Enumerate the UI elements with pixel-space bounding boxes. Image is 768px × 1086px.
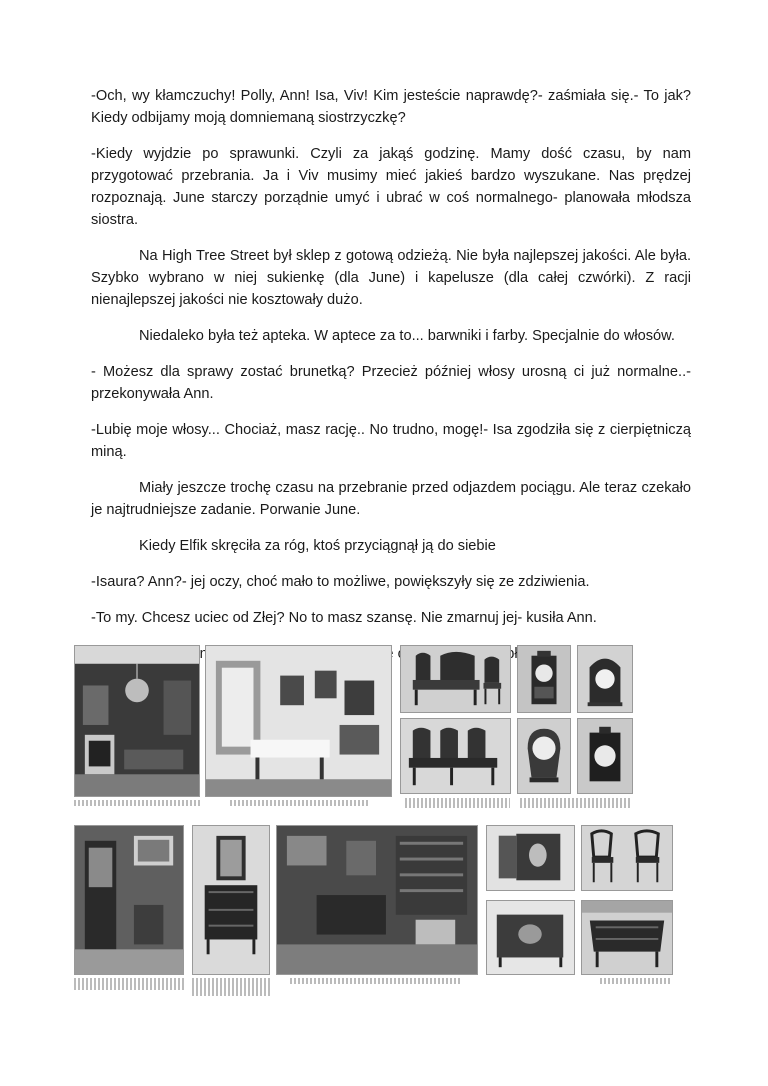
photo-drawing-room-chandelier bbox=[74, 645, 200, 797]
paragraph: Na High Tree Street był sklep z gotową odzieżą. Nie była najlepszej jakości. Ale była. Szybko wybrano w niej sukienkę (dla June) i kapelusze (dla całej czwórki). Z racji nienajlepszej jakości nie kosztowały dużo. bbox=[91, 248, 691, 308]
photo-settee-chair bbox=[400, 645, 511, 713]
paragraph: Kiedy Elfik skręciła za róg, ktoś przyciągnął ją do siebie bbox=[139, 538, 496, 554]
paragraph: Miały jeszcze trochę czasu na przebranie przed odjazdem pociągu. Ale teraz czekało je najtrudniejsze zadanie. Porwanie June. bbox=[91, 480, 691, 518]
paragraph: -Kiedy wyjdzie po sprawunki. Czyli za jakąś godzinę. Mamy dość czasu, by nam przygotować przebrania. Ja i Viv musimy mieć jakieś bardzo wyszukane. Nas prędzej rozpoznają. June starczy porządnie umyć i ubrać w coś normalnego- planowała młodsza siostra. bbox=[91, 146, 691, 228]
caption-text bbox=[405, 798, 510, 808]
photo-interior-corner-cabinet bbox=[74, 825, 184, 975]
paragraph: -Isaura? Ann?- jej oczy, choć mało to możliwe, powiększyły się ze zdziwienia. bbox=[91, 574, 590, 590]
photo-cabinet-open-door bbox=[486, 825, 575, 891]
photo-sideboard bbox=[581, 900, 673, 975]
photo-bracket-clock-arched bbox=[577, 645, 633, 713]
photo-dining-room bbox=[205, 645, 392, 797]
photo-clock-dark-case bbox=[577, 718, 633, 794]
photo-dressing-table-mirror bbox=[192, 825, 270, 975]
story-text bbox=[91, 85, 691, 679]
caption-text bbox=[600, 978, 672, 984]
photo-library-interior bbox=[276, 825, 478, 975]
photo-balloon-clock bbox=[517, 718, 571, 794]
photo-commode bbox=[486, 900, 575, 975]
photo-bracket-clock-tall bbox=[517, 645, 571, 713]
caption-text bbox=[520, 798, 632, 808]
paragraph: - Możesz dla sprawy zostać brunetką? Przecież później włosy urosną ci już normalne..- przekonywała Ann. bbox=[91, 364, 691, 402]
caption-text bbox=[192, 978, 270, 996]
caption-text bbox=[74, 800, 200, 806]
photo-settee-three-back bbox=[400, 718, 511, 794]
paragraph: -Lubię moje włosy... Chociaż, masz rację.. No trudno, mogę!- Isa zgodziła się z cierpiętniczą miną. bbox=[91, 422, 691, 460]
paragraph: -To my. Chcesz uciec od Złej? No to masz szansę. Nie zmarnuj jej- kusiła Ann. bbox=[91, 610, 597, 626]
photo-shield-back-chairs bbox=[581, 825, 673, 891]
caption-text bbox=[290, 978, 460, 984]
caption-text bbox=[74, 978, 184, 990]
paragraph: Niedaleko była też apteka. W aptece za to... barwniki i farby. Specjalnie do włosów. bbox=[139, 328, 675, 344]
caption-text bbox=[230, 800, 370, 806]
paragraph: -Och, wy kłamczuchy! Polly, Ann! Isa, Viv! Kim jesteście naprawdę?- zaśmiała się.- To jak? Kiedy odbijamy moją domniemaną siostrzyczkę? bbox=[91, 88, 691, 126]
